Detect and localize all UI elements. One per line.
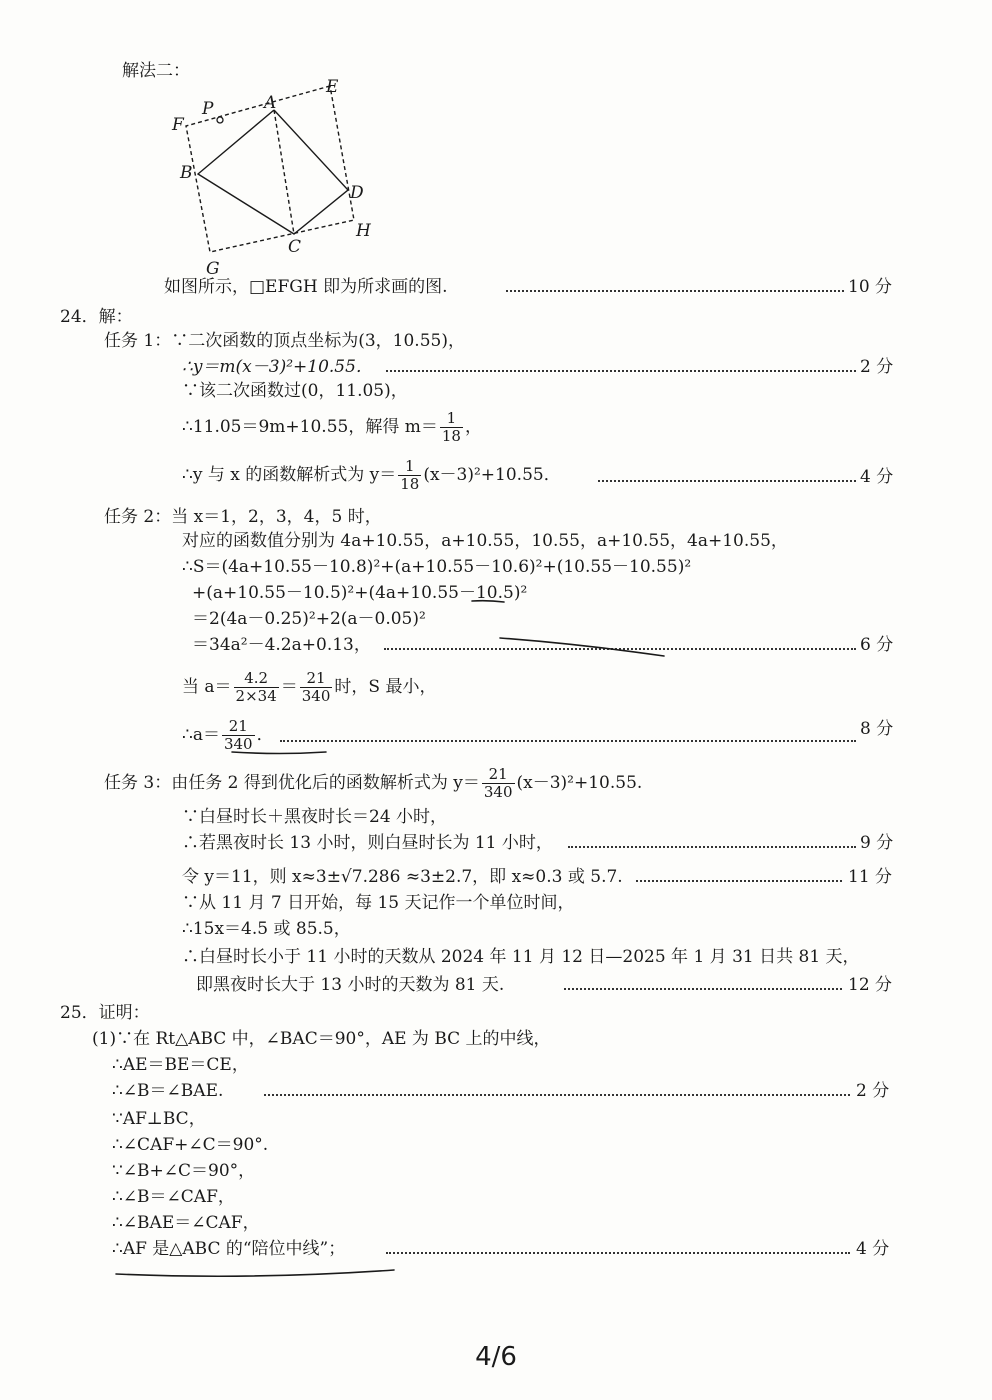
- t3-line1-end: (x－3)²+10.55.: [516, 773, 643, 793]
- t3-line6: ∴15x＝4.5 或 85.5，: [182, 919, 351, 939]
- score-9: 9 分: [860, 833, 894, 853]
- q25-line6: ∵∠B+∠C＝90°，: [112, 1161, 256, 1181]
- t3-line1-text: 任务 3：由任务 2 得到优化后的函数解析式为 y＝: [104, 773, 480, 793]
- t3-line2: ∵白昼时长＋黑夜时长＝24 小时，: [182, 807, 448, 827]
- q24-header: 24．解：: [60, 307, 133, 327]
- fraction-den: 18: [400, 475, 420, 493]
- pen-underline: [232, 752, 326, 754]
- score-10: 10 分: [848, 277, 893, 297]
- t1-line1: 任务 1：∵二次函数的顶点坐标为(3，10.55)，: [104, 331, 465, 351]
- score-11: 11 分: [848, 867, 893, 887]
- q25-line3: ∴∠B＝∠BAE.: [112, 1081, 224, 1101]
- t3-line3: ∴若黑夜时长 13 小时，则白昼时长为 11 小时，: [182, 833, 553, 853]
- t1-line3: ∵该二次函数过(0，11.05)，: [182, 381, 408, 401]
- t2-line6: ＝34a²－4.2a+0.13，: [192, 635, 371, 655]
- q25-line8: ∴∠BAE＝∠CAF，: [112, 1213, 260, 1233]
- q25-line7: ∴∠B＝∠CAF，: [112, 1187, 235, 1207]
- score-8: 8 分: [860, 719, 894, 739]
- fraction-num: 1: [398, 458, 421, 476]
- pen-underline: [116, 1270, 394, 1276]
- page-number: 4/6: [475, 1342, 517, 1372]
- t2-line8-text: ∴a＝: [182, 725, 220, 745]
- t1-line2: ∴y＝m(x－3)²+10.55．: [182, 357, 373, 377]
- score-4: 4 分: [860, 467, 894, 487]
- score-6: 6 分: [860, 635, 894, 655]
- t3-line8: 即黑夜时长大于 13 小时的天数为 81 天.: [196, 975, 505, 995]
- q25-line9: ∴AF 是△ABC 的“陪位中线”；: [112, 1239, 346, 1259]
- label-c: C: [288, 237, 302, 257]
- t2-line4: +(a+10.55－10.5)²+(4a+10.55－10.5)²: [192, 583, 528, 603]
- fraction-den: 340: [301, 687, 331, 705]
- q25-line1: (1)∵在 Rt△ABC 中，∠BAC＝90°，AE 为 BC 上的中线，: [92, 1029, 551, 1049]
- fraction-den: 340: [483, 783, 513, 801]
- label-b: B: [180, 163, 193, 183]
- t2-line8-end: ．: [256, 725, 274, 745]
- fraction-num: 1: [440, 410, 463, 428]
- t2-line5: ＝2(4a－0.25)²+2(a－0.05)²: [192, 609, 426, 629]
- q25-line5: ∴∠CAF+∠C＝90°.: [112, 1135, 269, 1155]
- fraction-den: 340: [223, 735, 253, 753]
- t1-line5-text: ∴y 与 x 的函数解析式为 y＝: [182, 465, 397, 485]
- t1-line5-end: (x－3)²+10.55．: [423, 465, 561, 485]
- t2-line3: ∴S＝(4a+10.55－10.8)²+(a+10.55－10.6)²+(10.55－10.55)²: [182, 557, 692, 577]
- t2-line1: 任务 2：当 x＝1，2，3，4，5 时，: [104, 507, 382, 527]
- score-12: 12 分: [848, 975, 893, 995]
- t2-line2: 对应的函数值分别为 4a+10.55，a+10.55，10.55，a+10.55，4a+10.55，: [182, 531, 788, 551]
- equals: ＝: [280, 677, 298, 697]
- conclusion-text: 如图所示，□EFGH 即为所求画的图.: [164, 277, 448, 297]
- q25-header: 25．证明：: [60, 1003, 150, 1023]
- fraction-den: 2×34: [235, 687, 277, 705]
- pen-underline: [472, 601, 504, 602]
- score-2: 2 分: [860, 357, 894, 377]
- t1-line4-text: ∴11.05＝9m+10.55，解得 m＝: [182, 417, 438, 437]
- t3-line4: 令 y＝11，则 x≈3±√7.286 ≈3±2.7，即 x≈0.3 或 5.7.: [182, 867, 623, 887]
- fraction-num: 4.2: [234, 670, 279, 688]
- t2-line7-text: 当 a＝: [182, 677, 232, 697]
- q25-line4: ∵AF⊥BC，: [112, 1109, 206, 1129]
- t2-line7-end: 时，S 最小，: [334, 677, 437, 697]
- t3-line7: ∴白昼时长小于 11 小时的天数从 2024 年 11 月 12 日—2025 年 1 月 31 日共 81 天，: [182, 947, 860, 967]
- fraction-den: 18: [441, 427, 461, 445]
- label-d: D: [350, 183, 364, 203]
- label-h: H: [356, 221, 371, 241]
- label-e: E: [326, 77, 339, 97]
- fraction-num: 21: [222, 718, 255, 736]
- method-label: 解法二：: [122, 61, 190, 81]
- score-q25-4: 4 分: [856, 1239, 890, 1259]
- t3-line5: ∵从 11 月 7 日开始，每 15 天记作一个单位时间，: [182, 893, 575, 913]
- fraction-num: 21: [482, 766, 515, 784]
- score-q25-2: 2 分: [856, 1081, 890, 1101]
- label-f: F: [172, 115, 184, 135]
- t1-line4-end: ，: [464, 417, 482, 437]
- label-a: A: [264, 93, 277, 113]
- label-g: G: [206, 259, 220, 279]
- fraction-num: 21: [300, 670, 333, 688]
- pen-stroke: [500, 638, 664, 656]
- label-p: P: [202, 99, 214, 119]
- q25-line2: ∴AE＝BE＝CE，: [112, 1055, 249, 1075]
